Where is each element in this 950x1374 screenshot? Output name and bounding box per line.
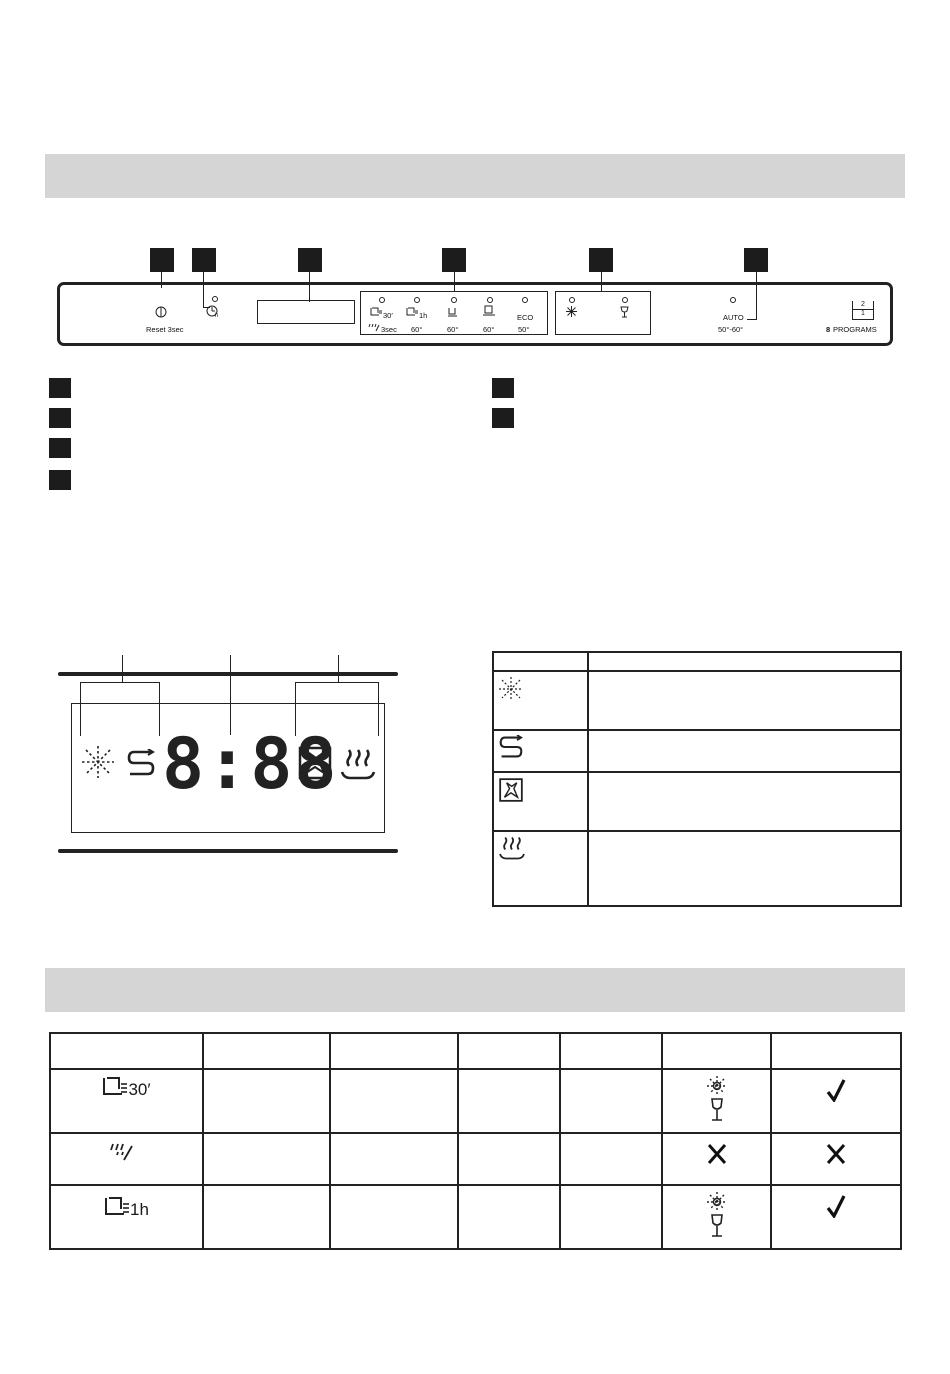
program-led-4: [487, 297, 493, 303]
bracket-3-right: [378, 682, 379, 736]
display-drying-icon: [340, 748, 376, 780]
check-icon: [826, 1078, 846, 1102]
row3-hygiene-icon: [707, 1192, 727, 1212]
bracket-1: [80, 682, 160, 683]
row2-cell-4: [458, 1133, 560, 1185]
row1-cell-4: [458, 1069, 560, 1133]
row2-cell-5: [560, 1133, 662, 1185]
extra-hygiene-icon[interactable]: [566, 306, 577, 317]
description-cell-2: [588, 730, 901, 772]
bracket-leader-3: [338, 655, 339, 682]
display-top-rule: [58, 672, 398, 676]
program-4-temp: 60°: [483, 325, 495, 334]
legend-marker-4: [49, 470, 71, 490]
row1-check-cell: [771, 1069, 901, 1133]
header-cell-7: [771, 1033, 901, 1069]
display-bottom-rule: [58, 849, 398, 853]
callout-marker-3: [298, 248, 322, 272]
auto-led: [730, 297, 736, 303]
description-cell-4: [588, 831, 901, 906]
auto-label[interactable]: AUTO: [723, 313, 744, 322]
symbol-header: [493, 652, 588, 671]
symbol-cell-2: [493, 730, 588, 772]
program-cell-1: [50, 1069, 203, 1133]
check-icon: [826, 1194, 846, 1218]
cross-icon: [707, 1143, 727, 1165]
cross-icon: [826, 1143, 846, 1165]
program-led-1: [379, 297, 385, 303]
legend-marker-5: [492, 378, 514, 398]
row3-options-cell: [662, 1185, 771, 1249]
program-1-temp: 3sec: [381, 325, 397, 334]
tray-bottom-number: 1: [861, 310, 865, 317]
row1-cell-2: [203, 1069, 330, 1133]
section-header-band-2: [45, 968, 905, 1012]
row3-cell-3: [330, 1185, 458, 1249]
cup-icon[interactable]: [447, 307, 459, 317]
tray-icon: [852, 301, 874, 320]
legend-marker-6: [492, 408, 514, 428]
tray-top-number: 2: [853, 301, 873, 310]
row1-cell-5: [560, 1069, 662, 1133]
row1-hygiene-icon: [707, 1076, 727, 1096]
drying-table-icon: [498, 836, 526, 860]
row3-glass-icon: [710, 1214, 724, 1238]
program-table: [49, 1032, 902, 1250]
row2-cell-3: [330, 1133, 458, 1185]
program-cell-3: [50, 1185, 203, 1249]
header-cell-5: [560, 1033, 662, 1069]
rinse-icon[interactable]: [368, 323, 380, 332]
display-window: [257, 300, 355, 324]
symbol-cell-1: [493, 671, 588, 730]
callout-marker-1: [150, 248, 174, 272]
program-cell-2: [50, 1133, 203, 1185]
callout-marker-2: [192, 248, 216, 272]
option-led-2: [622, 297, 628, 303]
program-2-temp: 60°: [411, 325, 423, 334]
row2-cell-2: [203, 1133, 330, 1185]
row1-glass-icon: [710, 1098, 724, 1122]
program-30-label: 30′: [128, 1080, 151, 1099]
reset-label: Reset 3sec: [146, 325, 184, 334]
row1-cell-3: [330, 1069, 458, 1133]
bracket-1-right: [159, 682, 160, 736]
bracket-1-left: [80, 682, 81, 736]
quick-pot-1h-icon[interactable]: [406, 307, 418, 317]
delay-start-led: [212, 296, 218, 302]
program-3-temp: 60°: [447, 325, 459, 334]
description-header: [588, 652, 901, 671]
symbol-table: [492, 651, 902, 907]
program-led-3: [451, 297, 457, 303]
legend-marker-3: [49, 438, 71, 458]
program-5-label: ECO: [517, 313, 534, 322]
header-cell-1: [50, 1033, 203, 1069]
svg-text:h: h: [215, 313, 219, 318]
header-cell-4: [458, 1033, 560, 1069]
bracket-leader-1: [122, 655, 123, 682]
legend-marker-2: [49, 408, 71, 428]
program-led-2: [414, 297, 420, 303]
row1-options-cell: [662, 1069, 771, 1133]
auto-temp-label: 50°-60°: [718, 325, 744, 334]
description-cell-3: [588, 772, 901, 831]
row2-options-cell: [662, 1133, 771, 1185]
rinse-aid-table-icon: [498, 777, 524, 803]
program-1-time: 30′: [383, 311, 393, 320]
programs-label: PROGRAMS: [833, 325, 877, 334]
quick-pot-30-icon: [102, 1076, 128, 1098]
pot-icon[interactable]: [483, 305, 495, 317]
display-autooff-icon: [126, 749, 156, 777]
autooff-table-icon: [498, 735, 524, 759]
callout-marker-6: [744, 248, 768, 272]
description-cell-1: [588, 671, 901, 730]
row3-cell-2: [203, 1185, 330, 1249]
display-rinse-aid-icon: [297, 745, 333, 781]
programs-count: 8: [826, 325, 831, 334]
row2-check-cell: [771, 1133, 901, 1185]
quick-pot-icon[interactable]: [370, 307, 382, 317]
section-header-band-1: [45, 154, 905, 198]
symbol-cell-3: [493, 772, 588, 831]
program-led-5: [522, 297, 528, 303]
program-5-temp: 50°: [518, 325, 530, 334]
callout-marker-4: [442, 248, 466, 272]
delay-start-icon[interactable]: [206, 304, 220, 318]
program-1h-label: 1h: [130, 1200, 149, 1219]
row3-cell-4: [458, 1185, 560, 1249]
symbol-cell-4: [493, 831, 588, 906]
display-digits: 8:88: [162, 723, 339, 805]
quick-pot-1h-table-icon: [104, 1196, 130, 1218]
bracket-3: [295, 682, 379, 683]
rinse-hold-icon: [109, 1142, 135, 1162]
option-led-1: [569, 297, 575, 303]
extra-hygiene-table-icon: [498, 676, 524, 702]
callout-marker-5: [589, 248, 613, 272]
header-cell-6: [662, 1033, 771, 1069]
display-extra-hygiene-icon: [81, 745, 115, 779]
row3-cell-5: [560, 1185, 662, 1249]
header-cell-3: [330, 1033, 458, 1069]
header-cell-2: [203, 1033, 330, 1069]
glass-icon[interactable]: [620, 306, 629, 318]
row3-check-cell: [771, 1185, 901, 1249]
power-icon[interactable]: [155, 306, 167, 318]
legend-marker-1: [49, 378, 71, 398]
program-2-time: 1h: [419, 311, 428, 320]
